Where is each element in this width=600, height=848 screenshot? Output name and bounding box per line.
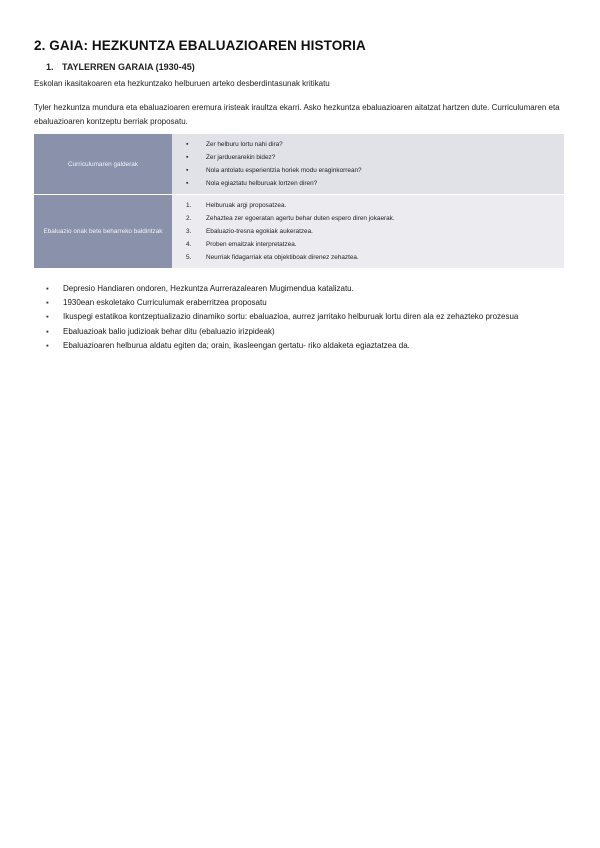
list-item: ▪ Zer jarduerarekin bidez? xyxy=(186,151,556,164)
item-number: 2. xyxy=(186,215,192,222)
section-subtitle: Eskolan ikasitakoaren eta hezkuntzako helburuen arteko desberdintasunak kritikatu xyxy=(34,79,330,88)
list-item: ▪ Ikuspegi estatikoa kontzeptualizazio dinamiko sortu: ebaluazioa, aurrez jarritako helburuak lortu diren ala ez zehazteko prozesua xyxy=(46,310,564,323)
item-number: 3. xyxy=(186,228,192,235)
row-content xyxy=(172,134,564,195)
page-title: 2. GAIA: HEZKUNTZA EBALUAZIOAREN HISTORIA xyxy=(34,38,366,53)
intro-paragraph: Tyler hezkuntza mundura eta ebaluazioaren eremura iristeak iraultza ekarri. Asko hezkuntza ebaluazioaren aitatzat hartzen dute. Curriculumaren eta ebaluazioaren kontzeptu berriak proposatu. xyxy=(34,103,560,126)
list-item: ▪ Nola egiaztatu helburuak lortzen diren? xyxy=(186,177,556,190)
table-row xyxy=(34,134,564,195)
list-item xyxy=(186,238,556,251)
list-item: ▪ Nola antolatu esperientzia horiek modu eraginkorrean? xyxy=(186,164,556,177)
section-number: 1. xyxy=(46,62,54,72)
row-content xyxy=(172,195,564,269)
curriculum-table xyxy=(34,134,564,269)
item-text: Helburuak argi proposatzea. xyxy=(206,202,287,209)
item-text: Neurriak fidagarriak eta objektiboak direnez zehaztea. xyxy=(206,254,359,261)
list-item: ▪ Zer helburu lortu nahi dira? xyxy=(186,138,556,151)
row-label: Ebaluazio onak bete beharreko baldintzak xyxy=(34,195,172,269)
list-item: ▪ 1930ean eskoletako Curriculumak eraberritzea proposatu xyxy=(46,296,564,309)
item-number: 1. xyxy=(186,202,192,209)
item-text: Proben emaitzak interpretatzea. xyxy=(206,241,297,248)
row-label: Curriculumaren galderak xyxy=(34,134,172,195)
condition-list xyxy=(186,199,556,264)
section-heading-text: TAYLERREN GARAIA (1930-45) xyxy=(62,62,195,72)
question-list xyxy=(186,138,556,190)
list-item xyxy=(186,199,556,212)
table-row xyxy=(34,195,564,269)
list-item xyxy=(186,225,556,238)
bullet-list xyxy=(46,282,564,353)
item-text: Ebaluazio-tresna egokiak aukeratzea. xyxy=(206,228,313,235)
list-item xyxy=(186,212,556,225)
item-number: 4. xyxy=(186,241,192,248)
item-number: 5. xyxy=(186,254,192,261)
list-item: ▪ Ebaluazioaren helburua aldatu egiten da; orain, ikasleengan gertatu- riko aldaketa egiaztatzea da. xyxy=(46,339,564,352)
section-heading xyxy=(46,62,195,72)
item-text: Zehaztea zer egoeratan agertu behar duten espero diren jokaerak. xyxy=(206,215,395,222)
list-item: ▪ Ebaluazioak balio judizioak behar ditu (ebaluazio irizpideak) xyxy=(46,325,564,338)
list-item xyxy=(186,251,556,264)
list-item: ▪ Depresio Handiaren ondoren, Hezkuntza Aurrerazalearen Mugimendua katalizatu. xyxy=(46,282,564,295)
